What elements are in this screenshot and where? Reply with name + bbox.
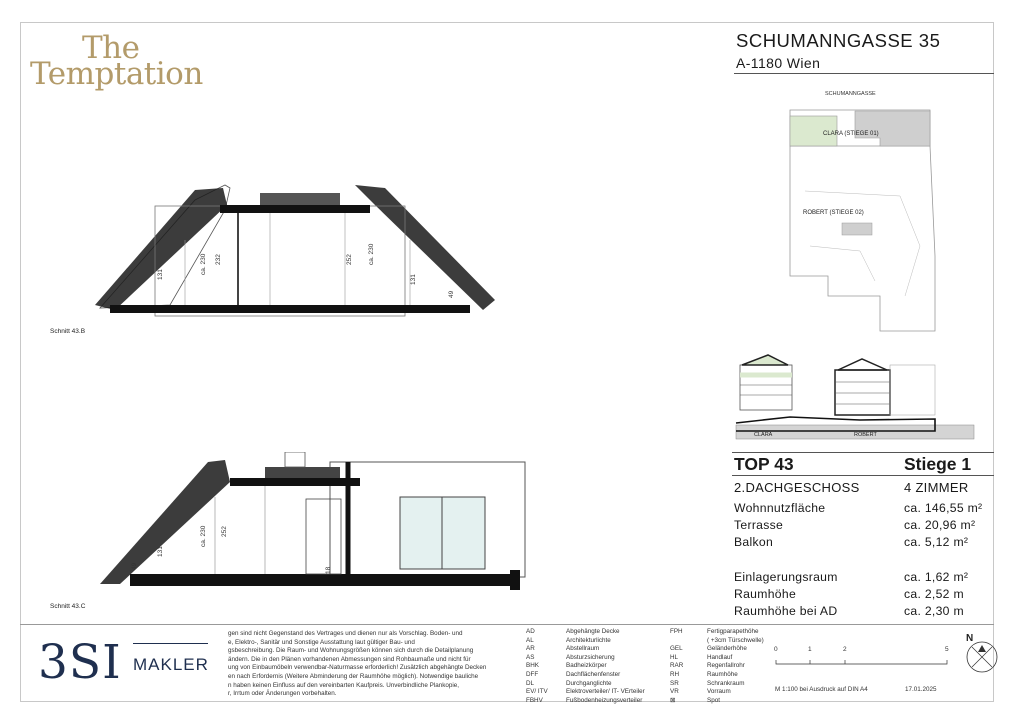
legend-text: Handlauf	[707, 653, 733, 661]
disclaimer-line: ändern. Die in den Plänen vorhandenen Abmessungen sind Rohbaumaße und nicht für	[228, 655, 471, 663]
legend-text: Absturzsicherung	[566, 653, 615, 661]
extra-value: ca. 2,30 m	[904, 604, 964, 618]
legend-text: Badheizkörper	[566, 662, 607, 670]
footer-rule	[20, 624, 994, 625]
area-value: ca. 20,96 m²	[904, 518, 976, 532]
disclaimer	[228, 630, 518, 699]
site-plan-building1: CLARA (STIEGE 01)	[823, 131, 879, 137]
scale-tick-2: 2	[843, 646, 847, 653]
section-c-dim-2: 131	[157, 546, 164, 557]
legend-text: Geländerhöhe	[707, 645, 747, 653]
legend-code: VR	[670, 688, 679, 696]
area-row	[734, 518, 984, 533]
section-c-dim-1: 49	[131, 562, 138, 570]
legend-code: AS	[526, 653, 535, 661]
extra-label: Raumhöhe bei AD	[734, 604, 838, 618]
section-c-dim-5: 18	[325, 566, 332, 574]
extra-row	[734, 604, 984, 619]
legend-text: Architekturlichte	[566, 636, 611, 644]
section-c-dim-3: ca. 230	[200, 525, 207, 547]
agent-rule	[133, 643, 208, 644]
disclaimer-line: ung von Einbaumöbeln verwendbar-Naturmasse erforderlich! Zusätzlich abgehängte Decken	[228, 664, 487, 672]
legend-code: AR	[526, 645, 535, 653]
section-b-dim-7: 49	[448, 290, 455, 298]
area-row	[734, 501, 984, 516]
section-b-dim-1: 131	[157, 269, 164, 280]
disclaimer-line: e, Elektro-, Sanitär und Sonstige Ausstattung laut gültiger Bau- und	[228, 638, 415, 646]
elevation-label-left: CLARA	[754, 432, 773, 438]
legend-code: ⊠	[670, 696, 676, 704]
legend-text: Schrankraum	[707, 679, 745, 687]
legend-text: Regenfallrohr	[707, 662, 745, 670]
section-drawing-b	[55, 180, 505, 320]
legend-text: Fußbodenheizungsverteiler	[566, 696, 643, 704]
unit-floor: 2.DACHGESCHOSS	[734, 480, 860, 495]
unit-stiege: Stiege 1	[904, 454, 972, 474]
unit-rule-bottom	[732, 475, 994, 476]
legend-text: Raumhöhe	[707, 670, 738, 678]
unit-floor-row	[734, 480, 984, 495]
legend-text: Fertigparapethöhe	[707, 628, 759, 635]
unit-top: TOP 43	[734, 454, 794, 474]
north-arrow-icon	[962, 630, 1002, 675]
area-label: Wohnnutzfläche	[734, 501, 826, 515]
disclaimer-line: gen sind nicht Gegenstand des Vertrages und dienen nur als Vorschlag. Boden- und	[228, 630, 463, 637]
logo-line-1: The	[82, 30, 140, 66]
extra-value: ca. 1,62 m²	[904, 570, 969, 584]
legend-code: RAR	[670, 662, 684, 670]
scale-note: M 1:100 bei Ausdruck auf DIN A4	[775, 686, 868, 693]
address-street: SCHUMANNGASSE 35	[736, 30, 941, 51]
scale-tick-0: 0	[774, 646, 778, 653]
area-value: ca. 146,55 m²	[904, 501, 983, 515]
disclaimer-line: en nach Erfordernis (Weitere Abminderung der Raumhöhe möglich). Notwendige bauliche	[228, 672, 479, 680]
section-b-dim-6: 131	[410, 274, 417, 285]
area-label: Terrasse	[734, 518, 784, 532]
legend-code: FPH	[670, 628, 683, 635]
section-b-dim-3: 232	[215, 254, 222, 265]
unit-rooms: 4 ZIMMER	[904, 480, 969, 495]
agent-name: 3SI	[38, 635, 122, 690]
legend-text: Dachflächenfenster	[566, 670, 621, 678]
site-plan	[780, 86, 950, 336]
address-city: A-1180 Wien	[736, 55, 821, 71]
legend-code: AD	[526, 628, 535, 635]
section-label-b: Schnitt 43.B	[50, 328, 86, 335]
legend-text: Durchganglichte	[566, 679, 612, 687]
legend-code: SR	[670, 679, 679, 687]
site-plan-building2: ROBERT (STIEGE 02)	[803, 210, 864, 216]
extra-label: Raumhöhe	[734, 587, 797, 601]
legend-text: Elektroverteiler/ IT- VErteiler	[566, 688, 645, 696]
legend-code: DL	[526, 679, 535, 687]
legend-text: Spot	[707, 696, 720, 704]
extra-row	[734, 587, 984, 602]
legend-code	[670, 637, 683, 646]
legend-code: DFF	[526, 670, 539, 678]
disclaimer-line: r, Irrtum oder Änderungen vorbehalten.	[228, 690, 337, 698]
legend-code: EV/ ITV	[526, 688, 548, 696]
section-drawing-c	[90, 452, 530, 594]
area-value: ca. 5,12 m²	[904, 535, 969, 549]
plan-date: 17.01.2025	[905, 686, 937, 693]
area-label: Balkon	[734, 535, 774, 549]
area-row	[734, 535, 984, 550]
section-b-dim-5: ca. 230	[368, 243, 375, 265]
scale-bar	[770, 642, 955, 670]
legend-code: AL	[526, 636, 534, 644]
legend-code: BHK	[526, 662, 539, 670]
logo-line-2: Temptation	[30, 56, 203, 92]
legend-col1-codes	[526, 628, 548, 705]
section-label-c: Schnitt 43.C	[50, 603, 86, 610]
section-c-dim-4: 252	[221, 526, 228, 537]
legend-text: Vorraum	[707, 688, 731, 696]
scale-tick-5: 5	[945, 646, 949, 653]
unit-rule-top	[732, 452, 994, 453]
legend-col2-codes	[670, 628, 683, 705]
extra-label: Einlagerungsraum	[734, 570, 838, 584]
legend-text: ( +3cm Türschwelle)	[707, 636, 764, 644]
site-plan-street-label: SCHUMANNGASSE	[825, 91, 876, 97]
legend-col1-texts	[566, 628, 645, 705]
section-c-door	[306, 499, 341, 574]
disclaimer-line: gsbeschreibung. Die Raum- und Wohnungsgrößen können sich durch die Detailplanung	[228, 647, 474, 655]
legend-col2-texts	[707, 628, 764, 705]
agent-sub: MAKLER	[133, 655, 209, 674]
legend-code: RH	[670, 670, 680, 678]
extra-value: ca. 2,52 m	[904, 587, 964, 601]
extra-row	[734, 570, 984, 585]
section-b-dim-2: ca. 230	[200, 253, 207, 275]
legend-code: GEL	[670, 645, 683, 653]
north-label: N	[966, 633, 974, 644]
elevation-sketch	[730, 345, 980, 445]
scale-tick-1: 1	[808, 646, 812, 653]
disclaimer-line: n haben keinen Einfluss auf den vereinbarten Kaufpreis. Unverbindliche Plankopie,	[228, 681, 460, 689]
elevation-label-right: ROBERT	[854, 432, 877, 438]
legend-text: Abstellraum	[566, 645, 600, 653]
legend-code: HL	[670, 653, 679, 661]
section-b-dim-4: 252	[346, 254, 353, 265]
legend-text: Abgehängte Decke	[566, 628, 620, 635]
address-rule	[734, 73, 994, 74]
legend-code: FBHV	[526, 696, 543, 704]
